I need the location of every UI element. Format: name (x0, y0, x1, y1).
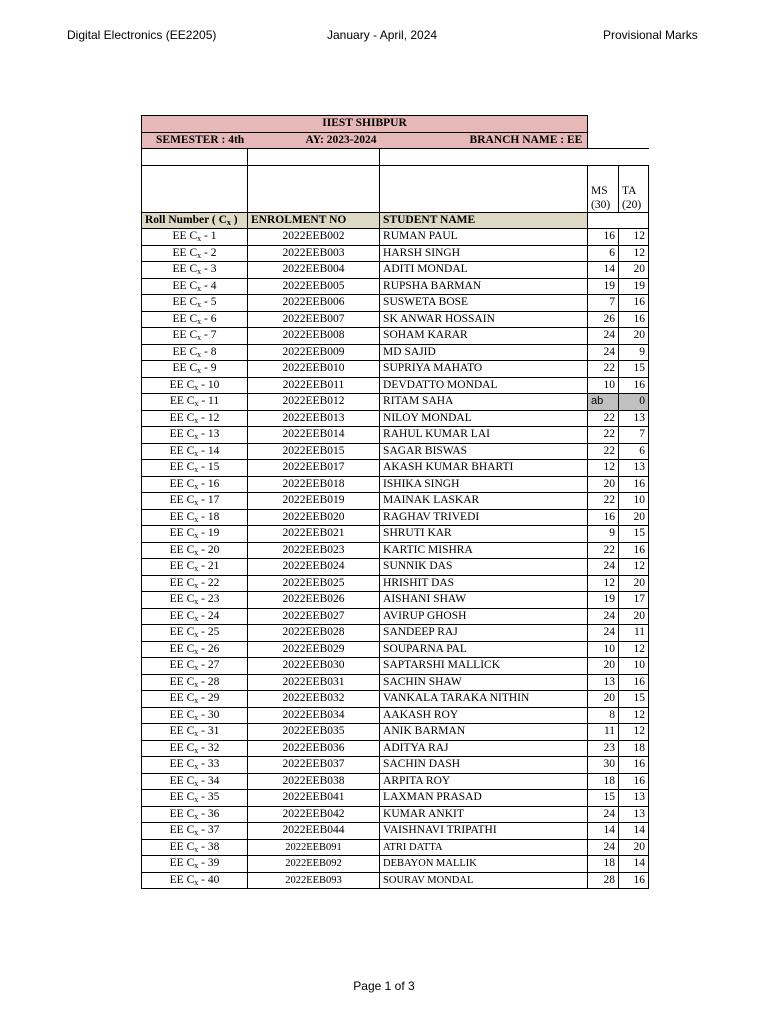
table-row (142, 410, 649, 427)
roll-number-cell: EE $C_x - 13$ (142, 427, 248, 444)
roll-number-cell: EE $C_x - 31$ (142, 724, 248, 741)
semester-label: SEMESTER : 4th (142, 132, 248, 149)
ta-mark-cell: 15 (619, 361, 649, 378)
ms-mark-cell: 18 (588, 773, 619, 790)
marks-header-row (142, 165, 649, 212)
table-row (142, 691, 649, 708)
ta-mark-cell: 10 (619, 658, 649, 675)
ta-mark-cell: 9 (619, 344, 649, 361)
table-row (142, 592, 649, 609)
ms-mark-cell: 30 (588, 757, 619, 774)
roll-number-cell: EE $C_x - 1$ (142, 229, 248, 246)
ms-header: MS (30) (588, 165, 619, 212)
roll-number-cell: EE $C_x - 28$ (142, 674, 248, 691)
table-row (142, 625, 649, 642)
ta-mark-cell: 12 (619, 229, 649, 246)
roll-number-cell: EE $C_x - 7$ (142, 328, 248, 345)
table-row (142, 674, 649, 691)
student-name-cell: RITAM SAHA (380, 394, 588, 411)
ms-mark-cell: 12 (588, 460, 619, 477)
enrolment-cell: 2022EEB026 (248, 592, 380, 609)
ta-mark-cell: 19 (619, 278, 649, 295)
enrolment-cell: 2022EEB003 (248, 245, 380, 262)
roll-number-cell: EE $C_x - 14$ (142, 443, 248, 460)
roll-number-cell: EE $C_x - 12$ (142, 410, 248, 427)
roll-number-cell: EE $C_x - 33$ (142, 757, 248, 774)
ta-mark-cell: 12 (619, 245, 649, 262)
enrolment-cell: 2022EEB021 (248, 526, 380, 543)
table-row (142, 806, 649, 823)
enrolment-cell: 2022EEB014 (248, 427, 380, 444)
ta-mark-cell: 12 (619, 707, 649, 724)
roll-number-cell: EE $C_x - 15$ (142, 460, 248, 477)
enrolment-cell: 2022EEB011 (248, 377, 380, 394)
student-name-cell: RUPSHA BARMAN (380, 278, 588, 295)
enrolment-cell: 2022EEB025 (248, 575, 380, 592)
roll-number-cell: EE $C_x - 10$ (142, 377, 248, 394)
table-row (142, 559, 649, 576)
ms-mark-cell: 24 (588, 806, 619, 823)
roll-number-cell: EE $C_x - 9$ (142, 361, 248, 378)
table-row (142, 641, 649, 658)
ta-mark-cell: 0 (619, 394, 649, 411)
enrolment-cell: 2022EEB013 (248, 410, 380, 427)
student-name-cell: SACHIN SHAW (380, 674, 588, 691)
ms-mark-cell: 14 (588, 262, 619, 279)
ta-mark-cell: 16 (619, 311, 649, 328)
ta-mark-cell: 20 (619, 575, 649, 592)
roll-number-cell: EE $C_x - 16$ (142, 476, 248, 493)
student-name-cell: KUMAR ANKIT (380, 806, 588, 823)
ta-header: TA (20) (619, 165, 649, 212)
ta-mark-cell: 14 (619, 823, 649, 840)
ms-mark-cell: 15 (588, 790, 619, 807)
enrolment-cell: 2022EEB041 (248, 790, 380, 807)
enrolment-cell: 2022EEB024 (248, 559, 380, 576)
roll-number-cell: EE $C_x - 37$ (142, 823, 248, 840)
table-row (142, 476, 649, 493)
marks-table (141, 115, 649, 889)
table-row (142, 526, 649, 543)
enrolment-cell: 2022EEB007 (248, 311, 380, 328)
table-row (142, 856, 649, 873)
student-name-cell: NILOY MONDAL (380, 410, 588, 427)
table-row (142, 427, 649, 444)
ms-mark-cell: 26 (588, 311, 619, 328)
ms-mark-cell: 24 (588, 344, 619, 361)
ms-mark-cell: 24 (588, 559, 619, 576)
header-term: January - April, 2024 (327, 28, 438, 42)
table-row (142, 757, 649, 774)
enrolment-cell: 2022EEB020 (248, 509, 380, 526)
roll-number-cell: EE $C_x - 23$ (142, 592, 248, 609)
roll-number-cell: EE $C_x - 39$ (142, 856, 248, 873)
column-header-row (142, 212, 649, 229)
info-row (142, 132, 649, 149)
ms-mark-cell: 14 (588, 823, 619, 840)
table-row (142, 608, 649, 625)
student-name-cell: AVIRUP GHOSH (380, 608, 588, 625)
ms-mark-cell: 22 (588, 542, 619, 559)
enrolment-cell: 2022EEB032 (248, 691, 380, 708)
ms-mark-cell: 13 (588, 674, 619, 691)
roll-number-cell: EE $C_x - 29$ (142, 691, 248, 708)
table-row (142, 229, 649, 246)
ta-mark-cell: 7 (619, 427, 649, 444)
ms-mark-cell: 7 (588, 295, 619, 312)
roll-number-cell: EE $C_x - 25$ (142, 625, 248, 642)
student-name-cell: HRISHIT DAS (380, 575, 588, 592)
roll-number-cell: EE $C_x - 24$ (142, 608, 248, 625)
student-name-cell: SOHAM KARAR (380, 328, 588, 345)
student-name-cell: SOUPARNA PAL (380, 641, 588, 658)
roll-number-cell: EE $C_x - 32$ (142, 740, 248, 757)
header-course: Digital Electronics (EE2205) (67, 28, 217, 42)
enrolment-cell: 2022EEB019 (248, 493, 380, 510)
roll-number-cell: EE $C_x - 21$ (142, 559, 248, 576)
ta-mark-cell: 18 (619, 740, 649, 757)
ms-mark-cell: 20 (588, 691, 619, 708)
enrolment-cell: 2022EEB035 (248, 724, 380, 741)
student-name-cell: ISHIKA SINGH (380, 476, 588, 493)
ms-mark-cell: 19 (588, 278, 619, 295)
enrolment-cell: 2022EEB023 (248, 542, 380, 559)
ms-mark-cell: 22 (588, 493, 619, 510)
student-name-cell: SHRUTI KAR (380, 526, 588, 543)
ta-mark-cell: 12 (619, 559, 649, 576)
ms-mark-cell: 11 (588, 724, 619, 741)
student-name-cell: SK ANWAR HOSSAIN (380, 311, 588, 328)
student-name-cell: VANKALA TARAKA NITHIN (380, 691, 588, 708)
table-row (142, 493, 649, 510)
roll-number-cell: EE $C_x - 38$ (142, 839, 248, 856)
enrolment-cell: 2022EEB091 (248, 839, 380, 856)
roll-number-cell: EE $C_x - 17$ (142, 493, 248, 510)
table-row (142, 658, 649, 675)
institute-title: IIEST SHIBPUR (142, 116, 588, 133)
student-name-cell: SAPTARSHI MALLICK (380, 658, 588, 675)
enrolment-cell: 2022EEB031 (248, 674, 380, 691)
table-row (142, 245, 649, 262)
ms-mark-cell: 10 (588, 641, 619, 658)
student-name-cell: DEBAYON MALLIK (380, 856, 588, 873)
roll-number-cell: EE $C_x - 30$ (142, 707, 248, 724)
student-name-cell: SAGAR BISWAS (380, 443, 588, 460)
ms-mark-cell: 20 (588, 658, 619, 675)
ms-mark-cell: 22 (588, 410, 619, 427)
table-row (142, 740, 649, 757)
roll-number-cell: EE $C_x - 19$ (142, 526, 248, 543)
ta-mark-cell: 12 (619, 641, 649, 658)
roll-number-cell: EE $C_x - 35$ (142, 790, 248, 807)
enrolment-cell: 2022EEB005 (248, 278, 380, 295)
roll-number-cell: EE $C_x - 36$ (142, 806, 248, 823)
ta-mark-cell: 14 (619, 856, 649, 873)
enrolment-cell: 2022EEB034 (248, 707, 380, 724)
ta-mark-cell: 20 (619, 509, 649, 526)
enrolment-cell: 2022EEB009 (248, 344, 380, 361)
roll-number-cell: EE $C_x - 5$ (142, 295, 248, 312)
page-footer: Page 1 of 3 (353, 979, 415, 993)
blank-row (142, 149, 649, 166)
table-row (142, 509, 649, 526)
student-name-cell: KARTIC MISHRA (380, 542, 588, 559)
ms-mark-cell: 22 (588, 361, 619, 378)
student-name-cell: MAINAK LASKAR (380, 493, 588, 510)
ta-mark-cell: 13 (619, 410, 649, 427)
table-row (142, 773, 649, 790)
table-row (142, 707, 649, 724)
ta-mark-cell: 16 (619, 542, 649, 559)
enrolment-cell: 2022EEB030 (248, 658, 380, 675)
roll-number-cell: EE $C_x - 8$ (142, 344, 248, 361)
table-row (142, 262, 649, 279)
enrolment-cell: 2022EEB036 (248, 740, 380, 757)
ms-mark-cell: 23 (588, 740, 619, 757)
ms-mark-cell: 24 (588, 625, 619, 642)
enrolment-cell: 2022EEB004 (248, 262, 380, 279)
student-name-cell: MD SAJID (380, 344, 588, 361)
ta-mark-cell: 15 (619, 526, 649, 543)
ta-mark-cell: 20 (619, 328, 649, 345)
branch-label: BRANCH NAME : EE (380, 132, 588, 149)
ta-mark-cell: 16 (619, 773, 649, 790)
roll-number-cell: EE $C_x - 34$ (142, 773, 248, 790)
enrolment-cell: 2022EEB093 (248, 872, 380, 889)
roll-number-cell: EE $C_x - 4$ (142, 278, 248, 295)
ta-mark-cell: 16 (619, 476, 649, 493)
roll-number-cell: EE $C_x - 11$ (142, 394, 248, 411)
ta-mark-cell: 11 (619, 625, 649, 642)
table-row (142, 790, 649, 807)
ms-mark-cell: 24 (588, 608, 619, 625)
ta-mark-cell: 6 (619, 443, 649, 460)
ms-mark-cell: 19 (588, 592, 619, 609)
student-name-cell: RAHUL KUMAR LAI (380, 427, 588, 444)
ta-mark-cell: 13 (619, 460, 649, 477)
roll-number-cell: EE $C_x - 26$ (142, 641, 248, 658)
enrolment-cell: 2022EEB029 (248, 641, 380, 658)
ta-mark-cell: 20 (619, 262, 649, 279)
enrolment-cell: 2022EEB028 (248, 625, 380, 642)
roll-number-cell: EE $C_x - 22$ (142, 575, 248, 592)
student-name-cell: RUMAN PAUL (380, 229, 588, 246)
academic-year-label: AY: 2023-2024 (248, 132, 380, 149)
student-name-cell: ARPITA ROY (380, 773, 588, 790)
enrolment-cell: 2022EEB017 (248, 460, 380, 477)
enrolment-cell: 2022EEB044 (248, 823, 380, 840)
ta-mark-cell: 17 (619, 592, 649, 609)
enrolment-cell: 2022EEB002 (248, 229, 380, 246)
table-row (142, 278, 649, 295)
enrolment-cell: 2022EEB038 (248, 773, 380, 790)
roll-number-cell: EE $C_x - 6$ (142, 311, 248, 328)
student-name-cell: ADITYA RAJ (380, 740, 588, 757)
ta-mark-cell: 10 (619, 493, 649, 510)
roll-number-cell: EE $C_x - 40$ (142, 872, 248, 889)
student-name-cell: LAXMAN PRASAD (380, 790, 588, 807)
roll-number-cell: EE $C_x - 18$ (142, 509, 248, 526)
table-row (142, 394, 649, 411)
ta-mark-cell: 16 (619, 377, 649, 394)
ta-mark-cell: 12 (619, 724, 649, 741)
roll-number-header: Roll Number ( $C_x$ ) (142, 212, 248, 229)
table-row (142, 575, 649, 592)
enrolment-cell: 2022EEB027 (248, 608, 380, 625)
student-name-cell: ANIK BARMAN (380, 724, 588, 741)
ms-mark-cell: 22 (588, 443, 619, 460)
enrolment-header: ENROLMENT NO (248, 212, 380, 229)
student-name-cell: VAISHNAVI TRIPATHI (380, 823, 588, 840)
student-name-header: STUDENT NAME (380, 212, 588, 229)
table-row (142, 344, 649, 361)
ms-mark-cell: 28 (588, 872, 619, 889)
table-row (142, 839, 649, 856)
title-row (142, 116, 649, 133)
student-name-cell: HARSH SINGH (380, 245, 588, 262)
table-row (142, 724, 649, 741)
ms-mark-cell: 18 (588, 856, 619, 873)
table-row (142, 311, 649, 328)
roll-number-cell: EE $C_x - 27$ (142, 658, 248, 675)
roll-number-cell: EE $C_x - 2$ (142, 245, 248, 262)
ms-mark-cell: 9 (588, 526, 619, 543)
student-name-cell: ATRI DATTA (380, 839, 588, 856)
enrolment-cell: 2022EEB092 (248, 856, 380, 873)
table-row (142, 460, 649, 477)
student-name-cell: RAGHAV TRIVEDI (380, 509, 588, 526)
ta-mark-cell: 13 (619, 806, 649, 823)
enrolment-cell: 2022EEB006 (248, 295, 380, 312)
enrolment-cell: 2022EEB012 (248, 394, 380, 411)
table-row (142, 542, 649, 559)
ta-mark-cell: 15 (619, 691, 649, 708)
student-name-cell: DEVDATTO MONDAL (380, 377, 588, 394)
student-name-cell: SUSWETA BOSE (380, 295, 588, 312)
enrolment-cell: 2022EEB010 (248, 361, 380, 378)
student-name-cell: SANDEEP RAJ (380, 625, 588, 642)
ta-mark-cell: 13 (619, 790, 649, 807)
ta-mark-cell: 16 (619, 295, 649, 312)
ms-mark-cell: 16 (588, 229, 619, 246)
ms-mark-cell: 10 (588, 377, 619, 394)
student-name-cell: SACHIN DASH (380, 757, 588, 774)
roll-number-cell: EE $C_x - 20$ (142, 542, 248, 559)
table-row (142, 328, 649, 345)
ms-mark-cell: 16 (588, 509, 619, 526)
student-name-cell: ADITI MONDAL (380, 262, 588, 279)
student-name-cell: AKASH KUMAR BHARTI (380, 460, 588, 477)
ta-mark-cell: 16 (619, 674, 649, 691)
table-row (142, 872, 649, 889)
ta-mark-cell: 16 (619, 757, 649, 774)
enrolment-cell: 2022EEB008 (248, 328, 380, 345)
ms-mark-cell: 24 (588, 839, 619, 856)
ms-mark-cell: 8 (588, 707, 619, 724)
ms-mark-cell: 12 (588, 575, 619, 592)
enrolment-cell: 2022EEB042 (248, 806, 380, 823)
ta-mark-cell: 20 (619, 608, 649, 625)
table-row (142, 443, 649, 460)
student-name-cell: SOURAV MONDAL (380, 872, 588, 889)
ms-mark-cell: ab (588, 394, 619, 411)
table-row (142, 295, 649, 312)
enrolment-cell: 2022EEB015 (248, 443, 380, 460)
ms-mark-cell: 24 (588, 328, 619, 345)
table-row (142, 361, 649, 378)
student-name-cell: AAKASH ROY (380, 707, 588, 724)
student-name-cell: AISHANI SHAW (380, 592, 588, 609)
header-status: Provisional Marks (603, 28, 698, 42)
roll-number-cell: EE $C_x - 3$ (142, 262, 248, 279)
table-row (142, 823, 649, 840)
ta-mark-cell: 20 (619, 839, 649, 856)
ms-mark-cell: 22 (588, 427, 619, 444)
ta-mark-cell: 16 (619, 872, 649, 889)
table-row (142, 377, 649, 394)
student-name-cell: SUPRIYA MAHATO (380, 361, 588, 378)
enrolment-cell: 2022EEB018 (248, 476, 380, 493)
ms-mark-cell: 20 (588, 476, 619, 493)
student-name-cell: SUNNIK DAS (380, 559, 588, 576)
ms-mark-cell: 6 (588, 245, 619, 262)
enrolment-cell: 2022EEB037 (248, 757, 380, 774)
